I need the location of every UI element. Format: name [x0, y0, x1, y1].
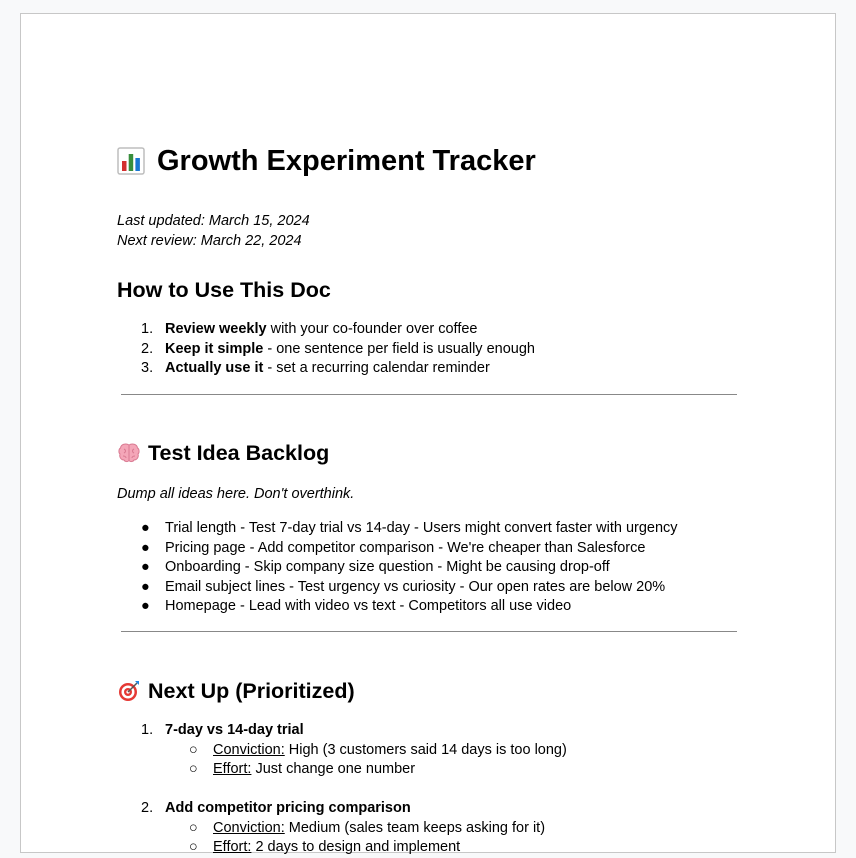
backlog-heading	[117, 440, 329, 466]
list-item: ○ Effort: Just change one number	[117, 760, 741, 780]
backlog-intro: Dump all ideas here. Don't overthink.	[117, 486, 355, 502]
bullet: ○	[189, 761, 198, 777]
bullet: ●	[141, 539, 150, 556]
list-item: 3. Actually use it - set a recurring calendar reminder	[141, 360, 490, 376]
list-item: ● Pricing page - Add competitor comparison - We're cheaper than Salesforce	[117, 539, 741, 559]
list-item: ○ Effort: 2 days to design and implement	[117, 838, 741, 858]
bullet: ●	[141, 578, 150, 595]
next-up-heading	[117, 678, 355, 704]
last-updated: Last updated: March 15, 2024	[117, 213, 310, 229]
document-title	[117, 144, 536, 178]
bullet: ○	[189, 741, 198, 758]
bullet: ●	[141, 598, 150, 614]
divider	[121, 394, 737, 395]
document-page	[20, 13, 836, 853]
bar-chart-icon	[117, 147, 145, 175]
divider	[121, 631, 737, 632]
backlog-heading-text: Test Idea Backlog	[148, 441, 330, 465]
next-up-list	[117, 721, 741, 858]
how-to-use-heading: How to Use This Doc	[117, 278, 331, 302]
list-item: ○ Conviction: High (3 customers said 14 days is too long)	[117, 741, 741, 761]
brain-icon	[117, 441, 141, 465]
next-up-heading-text: Next Up (Prioritized)	[148, 679, 355, 703]
list-item: ○ Conviction: Medium (sales team keeps asking for it)	[117, 819, 741, 839]
bullet: ○	[189, 819, 198, 836]
bullet: ○	[189, 839, 198, 855]
list-item: ● Email subject lines - Test urgency vs curiosity - Our open rates are below 20%	[117, 578, 741, 598]
backlog-list	[117, 519, 741, 617]
bullet: ●	[141, 559, 150, 575]
target-icon	[117, 679, 141, 703]
list-item: 1. Review weekly with your co-founder over coffee	[141, 321, 478, 337]
list-item: ● Homepage - Lead with video vs text - Competitors all use video	[117, 597, 741, 617]
title-text: Growth Experiment Tracker	[157, 145, 536, 177]
list-item: 1. 7-day vs 14-day trial	[141, 722, 304, 738]
bullet: ●	[141, 520, 150, 536]
list-item: 2. Add competitor pricing comparison	[141, 800, 411, 816]
list-item: ● Onboarding - Skip company size question - Might be causing drop-off	[117, 558, 741, 578]
list-item: ● Trial length - Test 7-day trial vs 14-day - Users might convert faster with urgency	[117, 519, 741, 539]
next-review: Next review: March 22, 2024	[117, 233, 302, 249]
how-to-use-list	[117, 320, 741, 379]
list-item: 2. Keep it simple - one sentence per field is usually enough	[141, 340, 535, 357]
